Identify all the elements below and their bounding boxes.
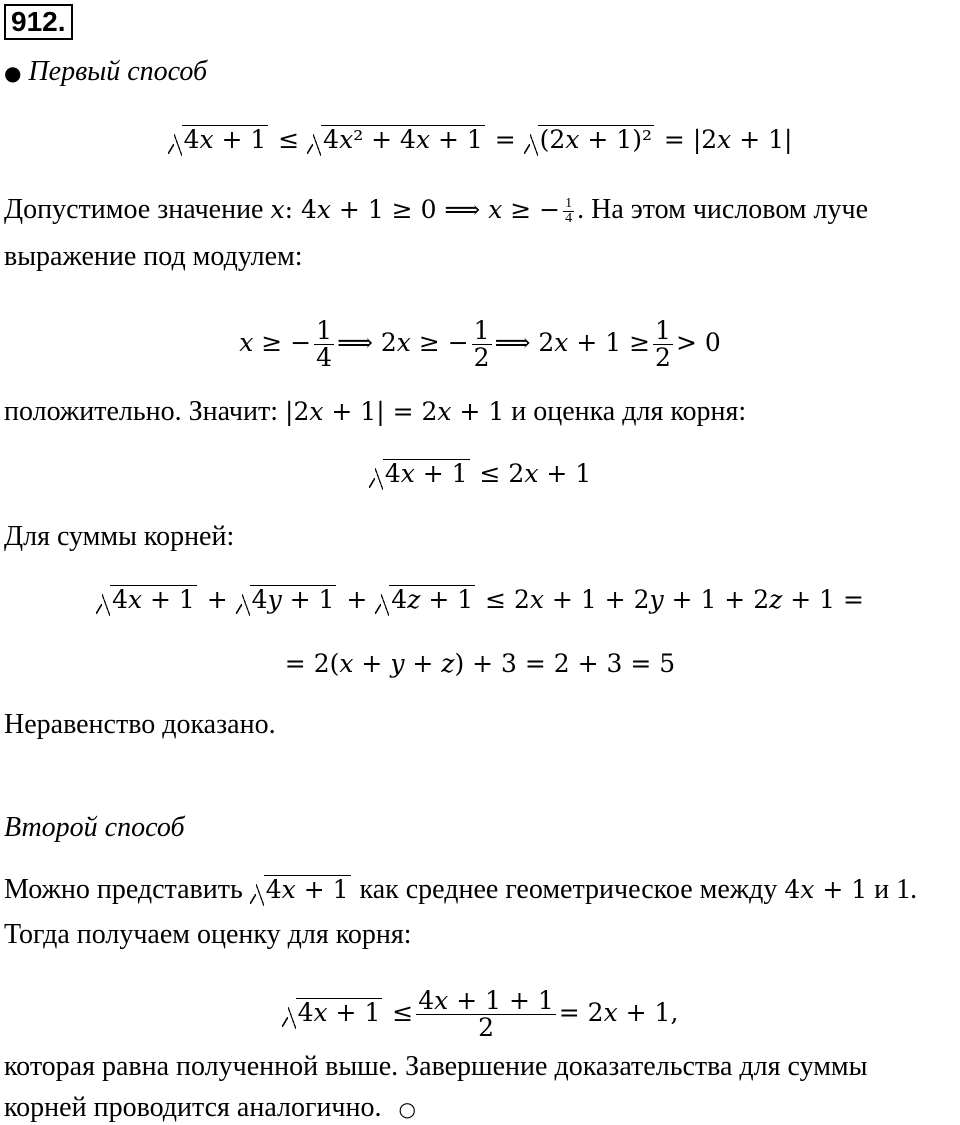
domain-condition: x: 4x + 1 ≥ 0 ⟹ x ≥ −	[270, 195, 561, 224]
fraction-one-quarter: $\frac{1}{4}$	[565, 196, 573, 227]
method1-equation-1: 4x + 1 ≤ 4x² + 4x + 1 = (2x + 1)² = |2x + 1|	[0, 124, 960, 156]
method1-paragraph-1-line-1: Допустимое значение x: 4x + 1 ≥ 0 ⟹ x ≥ − $\frac{1}{4}$ . На этом числовом луче	[4, 194, 869, 227]
method1-equation-5: = 2(x + y + z) + 3 = 2 + 3 = 5	[284, 649, 676, 678]
method2-paragraph-3: которая равна полученной выше. Завершение доказательства для суммы	[4, 1051, 868, 1082]
method1-heading: Первый способ	[28, 56, 208, 87]
method1-paragraph-3: Для суммы корней:	[4, 521, 235, 552]
method2-equation-1: 4x + 1 ≤ $\frac{4x + 1 + 1}{2}$ = 2x + 1,	[0, 988, 960, 1041]
method1-equation-4: 4x + 1 + 4y + 1 + 4z + 1 ≤ 2x + 1 + 2y + 1 + 2z + 1 =	[0, 584, 960, 616]
method1-conclusion: Неравенство доказано.	[4, 709, 276, 740]
method2-paragraph-1: Можно представить 4x + 1 как среднее геометрическое между 4x + 1 и 1.	[4, 874, 918, 905]
method1-paragraph-2: положительно. Значит: |2x + 1| = 2x + 1 и оценка для корня:	[4, 396, 747, 427]
bullet: ●	[4, 61, 22, 85]
method1-heading-line	[4, 56, 207, 89]
method1-paragraph-1-line-2: выражение под модулем:	[4, 241, 303, 272]
method1-equation-2: x ≥ − $\frac{1}{4}$ ⟹ 2x ≥ − $\frac{1}{2}$ ⟹ 2x + 1 ≥ $\frac{1}{2}$ > 0	[239, 316, 721, 372]
method2-heading: Второй способ	[4, 812, 185, 843]
method1-equation-3: 4x + 1 ≤ 2x + 1	[0, 458, 960, 490]
problem-number: 912.	[4, 4, 73, 40]
end-mark: ○	[398, 1097, 416, 1121]
method2-paragraph-2: Тогда получаем оценку для корня:	[4, 919, 412, 950]
method2-paragraph-4: корней проводится аналогично. ○	[4, 1092, 416, 1123]
